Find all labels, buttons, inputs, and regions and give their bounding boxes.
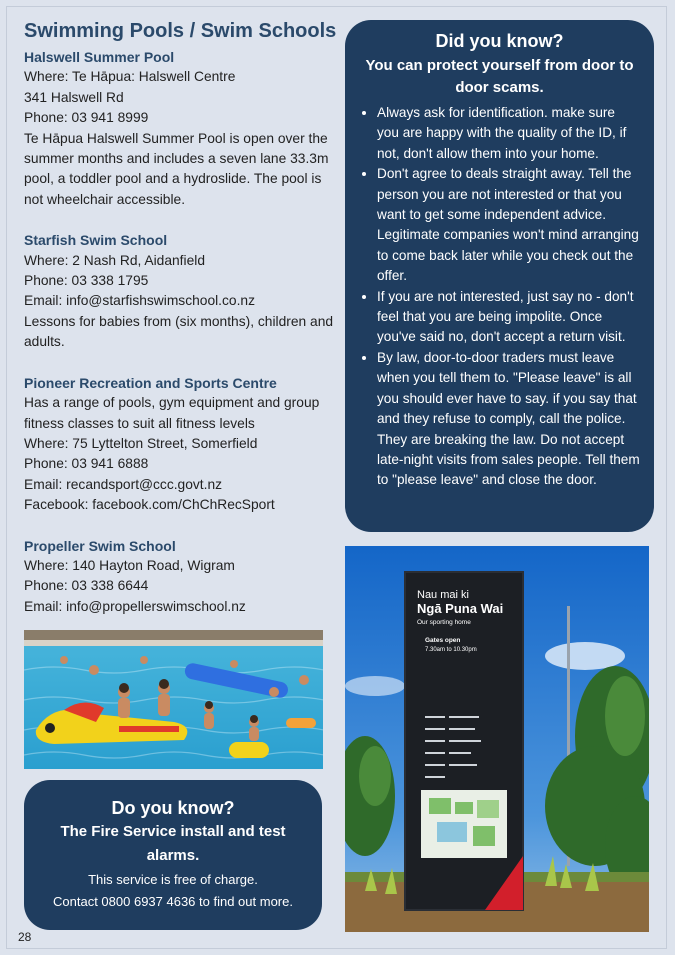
entry-description: Lessons for babies from (six months), children and adults.	[24, 313, 334, 350]
entry-description: Te Hāpua Halswell Summer Pool is open over the summer months and includes a seven lane 33.3m pool, a toddler pool and a hydroslide. The pool is not wheelchair accessible.	[24, 130, 329, 207]
entry-line: Phone: 03 338 1795	[24, 273, 149, 289]
sign-welcome: Nau mai ki	[417, 589, 469, 601]
list-item: • Always ask for identification. make sure you are happy with the quality of the ID, if not, don't allow them into your home.	[377, 103, 640, 164]
sign-name: Ngā Puna Wai	[417, 601, 504, 616]
entry-line: Phone: 03 941 8999	[24, 110, 149, 126]
entry-pioneer	[24, 373, 339, 516]
list-item: • Don't agree to deals straight away. Tell the person you are not interested or that you want to get some independent advice. Legitimate companies won't mind arranging to come back later while you check out the offer.	[377, 164, 640, 286]
entry-description: Has a range of pools, gym equipment and group fitness classes to suit all fitness levels	[24, 395, 320, 431]
page-number: 28	[18, 930, 32, 944]
pool-photo	[24, 630, 323, 769]
entry-starfish	[24, 230, 339, 352]
fire-box-line: This service is free of charge.	[88, 872, 258, 887]
entry-line: Phone: 03 941 6888	[24, 456, 149, 472]
entry-line: Where: 2 Nash Rd, Aidanfield	[24, 252, 205, 268]
did-you-know-title: Did you know?	[435, 31, 564, 51]
fire-service-box	[24, 780, 322, 930]
entry-propeller	[24, 536, 339, 618]
entry-email-link[interactable]: Email: recandsport@ccc.govt.nz	[24, 476, 223, 492]
pool-photo-illustration	[24, 630, 323, 769]
list-item: • By law, door-to-door traders must leave when you tell them to. "Please leave" is all you should ever have to say. if you say that and they refuse to comply, call the police. They are breaking the law. Do not accept late-night visits from sales people. Tell them to "please leave" and close the door.	[377, 348, 640, 491]
left-column	[24, 18, 339, 637]
fire-box-subtitle: The Fire Service install and test alarms.	[60, 823, 286, 864]
scam-tips-list	[359, 103, 640, 491]
entry-line: 341 Halswell Rd	[24, 89, 124, 105]
page-title: Swimming Pools / Swim Schools	[24, 20, 337, 42]
sign-hours: 7.30am to 10.30pm	[425, 647, 477, 653]
entry-email-link[interactable]: Email: info@propellerswimschool.nz	[24, 598, 246, 614]
sign-photo	[345, 546, 649, 932]
entry-title: Halswell Summer Pool	[24, 49, 175, 65]
fire-box-title: Do you know?	[111, 798, 235, 818]
sign-photo-illustration	[345, 546, 649, 932]
entry-line: Where: 75 Lyttelton Street, Somerfield	[24, 435, 258, 451]
entry-title: Propeller Swim School	[24, 537, 176, 554]
entry-facebook-link[interactable]: Facebook: facebook.com/ChChRecSport	[24, 497, 275, 513]
entry-title: Starfish Swim School	[24, 232, 168, 249]
entry-line: Where: Te Hāpua: Halswell Centre	[24, 69, 236, 85]
entry-halswell	[24, 47, 339, 210]
entry-email-link[interactable]: Email: info@starfishswimschool.co.nz	[24, 293, 255, 309]
entry-line: Where: 140 Hayton Road, Wigram	[24, 557, 235, 573]
sign-gates: Gates open	[425, 637, 461, 644]
did-you-know-box	[345, 20, 654, 532]
list-item: • If you are not interested, just say no - don't feel that you are being impolite. Once you've said no, don't accept a return visit.	[377, 287, 640, 348]
fire-box-contact: Contact 0800 6937 4636 to find out more.	[53, 894, 293, 909]
entry-line: Phone: 03 338 6644	[24, 578, 149, 594]
did-you-know-subtitle: You can protect yourself from door to door scams.	[365, 57, 634, 96]
entry-title: Pioneer Recreation and Sports Centre	[24, 374, 277, 391]
sign-tagline: Our sporting home	[417, 619, 471, 626]
